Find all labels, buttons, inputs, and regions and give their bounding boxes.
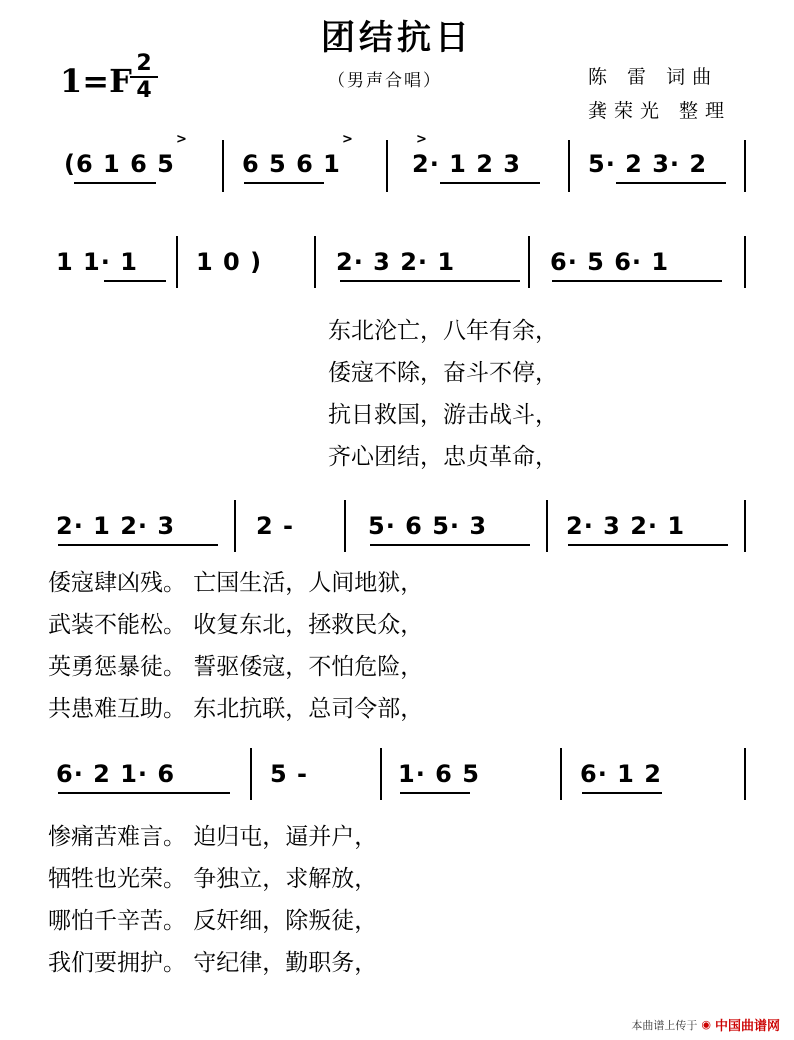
lyric-line: 我们要拥护。 守纪律，勤职务，: [48, 950, 378, 976]
beam-line: [582, 792, 662, 794]
measure: (6 1 6 5: [64, 150, 175, 178]
measure: 6· 2 1· 6: [56, 760, 176, 788]
site-logo-icon: ◉: [701, 1018, 711, 1031]
time-sig-top: 2: [136, 51, 152, 76]
beam-line: [340, 280, 520, 282]
measure: 5 -: [270, 760, 309, 788]
beam-line: [552, 280, 722, 282]
credit-arranger: 龚荣光 整理: [588, 100, 732, 122]
lyric-line: 武装不能松。 收复东北，拯救民众，: [48, 612, 424, 638]
lyric-line: 共患难互助。 东北抗联，总司令部，: [48, 696, 424, 722]
barline: [744, 748, 746, 800]
measure: 6 5 6 1: [242, 150, 341, 178]
accent-mark: >: [176, 132, 187, 147]
beam-line: [370, 544, 530, 546]
barline: [380, 748, 382, 800]
subtitle: （男声合唱）: [328, 71, 442, 91]
time-signature: [130, 52, 158, 102]
measure: 6· 5 6· 1: [550, 248, 670, 276]
measure: 2· 1 2 3: [412, 150, 521, 178]
song-title: 团结抗日: [321, 18, 473, 58]
lyric-line: 英勇惩暴徒。 誓驱倭寇，不怕危险，: [48, 654, 424, 680]
barline: [234, 500, 236, 552]
upload-footer: [631, 1015, 780, 1034]
barline: [744, 236, 746, 288]
lyric-line: 哪怕千辛苦。 反奸细，除叛徒，: [48, 908, 378, 934]
barline: [744, 500, 746, 552]
barline: [528, 236, 530, 288]
accent-mark: >: [342, 132, 353, 147]
barline: [386, 140, 388, 192]
measure: 2· 3 2· 1: [336, 248, 456, 276]
measure: 1 0 ): [196, 248, 263, 276]
measure: 2 -: [256, 512, 295, 540]
barline: [560, 748, 562, 800]
beam-line: [568, 544, 728, 546]
measure: 5· 2 3· 2: [588, 150, 708, 178]
lyric-line: 牺牲也光荣。 争独立，求解放，: [48, 866, 378, 892]
lyric-line: 倭寇不除，奋斗不停，: [328, 360, 558, 386]
beam-line: [58, 544, 218, 546]
barline: [744, 140, 746, 192]
barline: [222, 140, 224, 192]
lyric-line: 抗日救国，游击战斗，: [328, 402, 558, 428]
measure: 6· 1 2: [580, 760, 662, 788]
barline: [250, 748, 252, 800]
lyric-line: 惨痛苦难言。 迫归屯，逼并户，: [48, 824, 378, 850]
beam-line: [400, 792, 470, 794]
lyric-line: 齐心团结，忠贞革命，: [328, 444, 558, 470]
key-signature: 1=F: [60, 62, 132, 100]
accent-mark: >: [416, 132, 427, 147]
measure: 1· 6 5: [398, 760, 480, 788]
beam-line: [104, 280, 166, 282]
time-sig-bottom: 4: [136, 78, 152, 103]
barline: [568, 140, 570, 192]
lyric-line: 东北沦亡，八年有余，: [328, 318, 558, 344]
beam-line: [440, 182, 540, 184]
measure: 5· 6 5· 3: [368, 512, 488, 540]
footer-text: 本曲谱上传于: [631, 1018, 698, 1032]
measure: 2· 1 2· 3: [56, 512, 176, 540]
barline: [176, 236, 178, 288]
beam-line: [74, 182, 156, 184]
barline: [546, 500, 548, 552]
beam-line: [616, 182, 726, 184]
barline: [344, 500, 346, 552]
beam-line: [58, 792, 230, 794]
lyric-line: 倭寇肆凶残。 亡国生活，人间地狱，: [48, 570, 424, 596]
credit-composer: 陈 雷 词曲: [588, 66, 719, 88]
measure: 2· 3 2· 1: [566, 512, 686, 540]
barline: [314, 236, 316, 288]
measure: 1 1· 1: [56, 248, 138, 276]
beam-line: [244, 182, 324, 184]
site-logo-text[interactable]: 中国曲谱网: [714, 1019, 780, 1034]
